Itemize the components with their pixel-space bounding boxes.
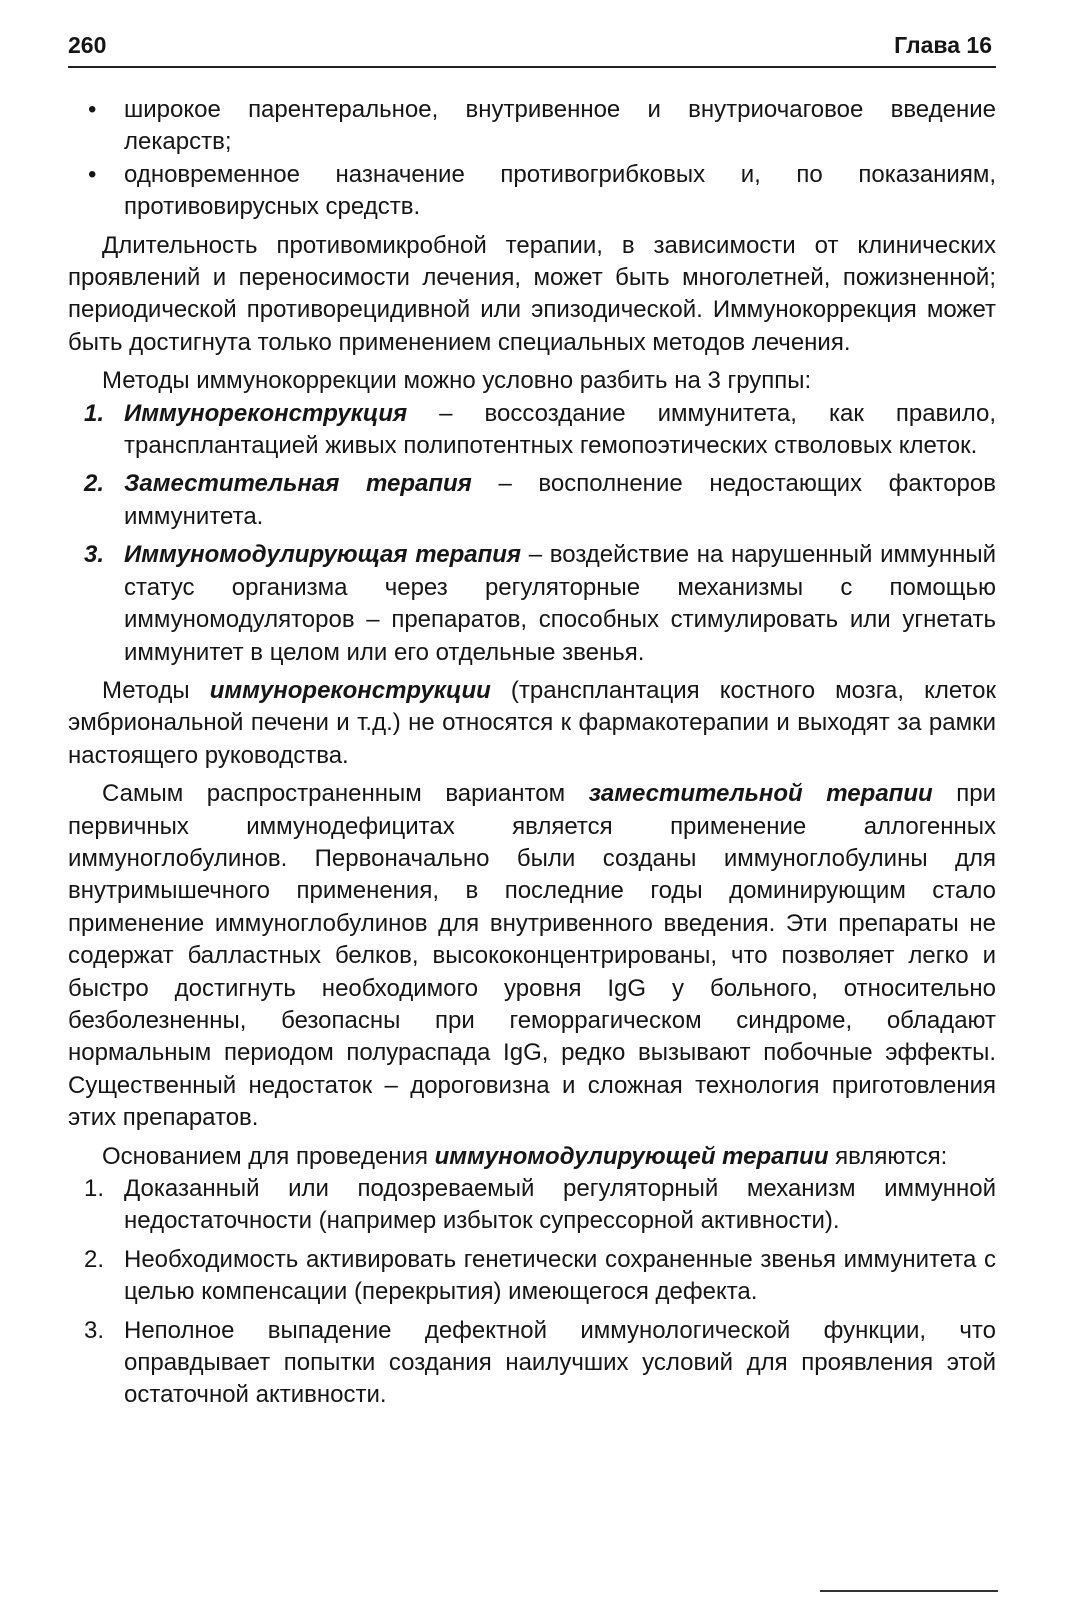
emphasis-term: иммуномодулирующей терапии bbox=[434, 1142, 829, 1170]
paragraph-immunoreconstruction: Методы иммунореконструкции (трансплантация костного мозга, клеток эмбриональной печени и т.д.) не относятся к фармакотерапии и выходят за рамки настоящего руководства. bbox=[68, 676, 997, 769]
method-text: – восполнение недостающих факторов иммунитета. bbox=[124, 470, 996, 530]
page-body bbox=[68, 94, 996, 1412]
ground-item: 3. Неполное выпадение дефектной иммунологической функции, что оправдывает попытки создания наилучших условий для проявления этой остаточной активности. bbox=[84, 1316, 996, 1409]
bullet-dot: • bbox=[88, 96, 97, 123]
method-text: – воссоздание иммунитета, как правило, трансплантацией живых полипотентных гемопоэтических стволовых клеток. bbox=[124, 399, 996, 460]
paragraph-replacement-therapy: Самым распространенным вариантом заместительной терапии при первичных иммунодефицитах является применение аллогенных иммуноглобулинов. Первоначально были созданы иммуноглобулины для внутримышечного применения, в последние годы доминирующим стало применение иммуноглобулинов для внутривенного введения. Эти препараты не содержат балластных белков, высококонцентрированы, что позволяет легко и быстро достигнуть необходимого уровня IgG у больного, относительно безболезненны, безопасны при геморрагическом синдроме, обладают нормальным периодом полураспада IgG, редко вызывают побочные эффекты. Существенный недостаток – дороговизна и сложная технология приготовления этих препаратов. bbox=[68, 780, 997, 1132]
footer-rule bbox=[820, 1590, 998, 1592]
ground-number: 2. bbox=[84, 1245, 105, 1273]
method-term: Иммунореконструкция bbox=[124, 399, 408, 427]
ground-item: 1. Доказанный или подозреваемый регуляторный механизм иммунной недостаточности (например избыток супрессорной активности). bbox=[84, 1175, 996, 1235]
emphasis-term: заместительной терапии bbox=[588, 780, 933, 808]
book-page bbox=[68, 26, 996, 1412]
method-term: Заместительная терапия bbox=[124, 470, 472, 498]
ground-number: 1. bbox=[84, 1175, 105, 1202]
paragraph-therapy-duration: Длительность противомикробной терапии, в зависимости от клинических проявлений и переносимости лечения, может быть многолетней, пожизненной; периодической противорецидивной или эпизодической. Иммунокоррекция может быть достигнута только применением специальных методов лечения. bbox=[68, 231, 996, 356]
ground-number: 3. bbox=[84, 1316, 105, 1344]
method-item bbox=[68, 539, 996, 669]
running-header bbox=[68, 26, 996, 68]
method-item bbox=[68, 468, 996, 533]
method-number: 3. bbox=[84, 541, 105, 569]
method-number: 1. bbox=[84, 399, 105, 427]
emphasis-term: иммунореконструкции bbox=[209, 676, 491, 704]
method-item bbox=[68, 398, 996, 463]
method-term: Иммуномодулирующая терапия bbox=[124, 541, 522, 569]
paragraph-immunomodulation-grounds: Основанием для проведения иммуномодулирующей терапии являются: bbox=[102, 1142, 948, 1170]
method-number: 2. bbox=[84, 470, 105, 498]
chapter-title: Глава 16 bbox=[894, 32, 992, 58]
bullet-item: • одновременное назначение противогрибковых и, по показаниям, противовирусных средств. bbox=[88, 160, 996, 221]
bullet-dot: • bbox=[88, 160, 97, 188]
page-number: 260 bbox=[68, 32, 107, 58]
method-text: – воздействие на нарушенный иммунный статус организма через регуляторные механизмы с помощью иммуномодуляторов – препаратов, способных стимулировать или угнетать иммунитет в целом или его отдельные звенья. bbox=[124, 541, 996, 666]
bullet-item: • широкое парентеральное, внутривенное и внутриочаговое введение лекарств; bbox=[88, 96, 996, 156]
paragraph-methods-intro: Методы иммунокоррекции можно условно разбить на 3 группы: bbox=[102, 367, 812, 395]
ground-item: 2. Необходимость активировать генетически сохраненные звенья иммунитета с целью компенсации (перекрытия) имеющегося дефекта. bbox=[84, 1245, 996, 1306]
